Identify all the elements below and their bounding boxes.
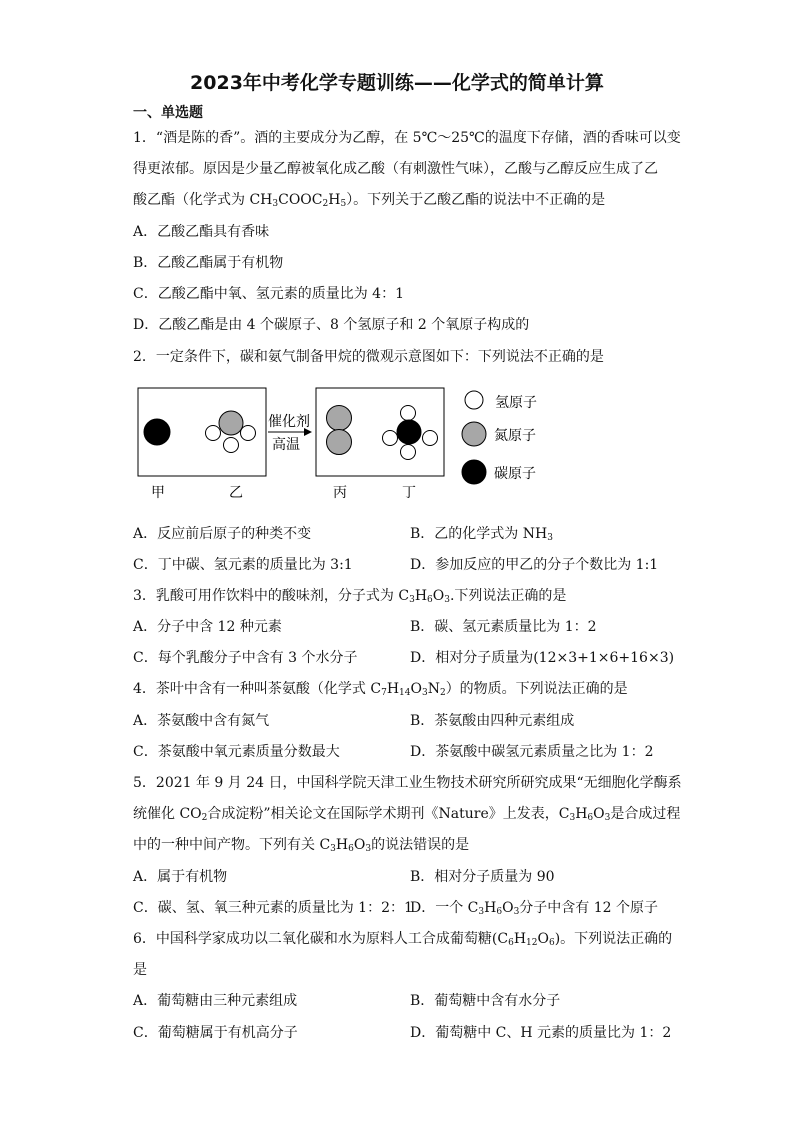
hydrogen-atom <box>206 426 221 441</box>
q1-stem-line2: 得更浓郁。原因是少量乙醇被氧化成乙酸（有刺激性气味），乙酸与乙醇反应生成了乙 <box>133 161 658 177</box>
nitrogen-atom <box>219 411 243 435</box>
q2-option-d: D．参加反应的甲乙的分子个数比为 1:1 <box>410 557 659 573</box>
q4-option-d: D．茶氨酸中碳氢元素质量之比为 1：2 <box>410 744 654 760</box>
legend-carbon-symbol <box>462 460 486 484</box>
hydrogen-atom <box>383 431 398 446</box>
legend-nitrogen-label: 氮原子 <box>494 428 536 444</box>
q1-stem-line1: 1．“酒是陈的香”。酒的主要成分为乙醇，在 5℃～25℃的温度下存储，酒的香味可以变 <box>133 130 681 146</box>
legend-nitrogen-symbol <box>462 422 486 446</box>
label-yi: 乙 <box>229 485 243 501</box>
q6-option-a: A．葡萄糖由三种元素组成 <box>133 993 298 1009</box>
q5-option-a: A．属于有机物 <box>133 869 228 885</box>
q6-stem-line1: 6．中国科学家成功以二氧化碳和水为原料人工合成葡萄糖$(C_6H_{12}O_6)$。下列说法正确的 <box>133 931 673 948</box>
hydrogen-atom <box>423 431 438 446</box>
q1-option-b: B．乙酸乙酯属于有机物 <box>133 255 284 271</box>
q6-option-d: D．葡萄糖中 C、H 元素的质量比为 1：2 <box>410 1025 672 1041</box>
condition-label: 高温 <box>272 437 300 453</box>
reaction-diagram <box>130 380 560 505</box>
q3-option-d: D．相对分子质量为(12×3+1×6+16×3) <box>410 650 675 666</box>
q5-stem-line1: 5．2021 年 9 月 24 日，中国科学院天津工业生物技术研究所研究成果“无细胞化学酶系 <box>133 775 682 791</box>
legend-hydrogen-symbol <box>465 391 483 409</box>
q4-stem: 4．茶叶中含有一种叫茶氨酸（化学式 $C_7H_{14}O_3N_2$）的物质。下列说法正确的是 <box>133 681 628 698</box>
q5-option-d: D．一个 $C_3H_6O_3$分子中含有 12 个原子 <box>410 900 659 917</box>
q2-stem: 2．一定条件下，碳和氨气制备甲烷的微观示意图如下：下列说法不正确的是 <box>133 349 604 365</box>
hydrogen-atom <box>224 438 239 453</box>
q6-option-b: B．葡萄糖中含有水分子 <box>410 993 561 1009</box>
q1-stem-line3: 酸乙酯（化学式为 $CH_3COOC_2H_5$）。下列关于乙酸乙酯的说法中不正确的是 <box>133 192 606 209</box>
q5-option-c: C．碳、氢、氧三种元素的质量比为 1：2：1 <box>133 900 413 916</box>
hydrogen-atom <box>241 426 256 441</box>
q3-stem: 3．乳酸可用作饮料中的酸味剂，分子式为 $C_3H_6O_3$.下列说法正确的是 <box>133 588 567 605</box>
q1-option-c: C．乙酸乙酯中氧、氢元素的质量比为 4：1 <box>133 286 404 302</box>
q1-option-a: A．乙酸乙酯具有香味 <box>133 224 270 240</box>
label-jia: 甲 <box>151 485 165 501</box>
q1-option-d: D．乙酸乙酯是由 4 个碳原子、8 个氢原子和 2 个氧原子构成的 <box>133 317 530 333</box>
q6-option-c: C．葡萄糖属于有机高分子 <box>133 1025 298 1041</box>
q5-option-b: B．相对分子质量为 90 <box>410 869 555 885</box>
page-title: 2023年中考化学专题训练——化学式的简单计算 <box>190 72 604 94</box>
q2-option-c: C．丁中碳、氢元素的质量比为 3:1 <box>133 557 353 573</box>
q4-option-c: C．茶氨酸中氧元素质量分数最大 <box>133 744 340 760</box>
catalyst-label: 催化剂 <box>268 414 310 430</box>
q2-option-b: B．乙的化学式为 $NH_3$ <box>410 526 553 543</box>
q5-stem-line2: 统催化 $CO_2$合成淀粉”相关论文在国际学术期刊《Nature》上发表，$C_3H_6O_3$是合成过程 <box>133 806 681 823</box>
q4-option-b: B．茶氨酸由四种元素组成 <box>410 713 575 729</box>
label-ding: 丁 <box>402 485 416 501</box>
q6-stem-line2: 是 <box>133 962 147 978</box>
legend-carbon-label: 碳原子 <box>494 466 536 482</box>
nitrogen-atom <box>327 406 352 431</box>
q3-option-b: B．碳、氢元素质量比为 1：2 <box>410 619 597 635</box>
q2-option-a: A．反应前后原子的种类不变 <box>133 526 312 542</box>
label-bing: 丙 <box>333 485 347 501</box>
hydrogen-atom <box>401 406 416 421</box>
carbon-atom <box>144 419 170 445</box>
q3-option-a: A．分子中含 12 种元素 <box>133 619 282 635</box>
q4-option-a: A．茶氨酸中含有氮气 <box>133 713 270 729</box>
section-heading: 一、单选题 <box>133 105 203 121</box>
nitrogen-atom <box>327 430 352 455</box>
q5-stem-line3: 中的一种中间产物。下列有关 $C_3H_6O_3$的说法错误的是 <box>133 837 470 854</box>
hydrogen-atom <box>401 445 416 460</box>
legend-hydrogen-label: 氢原子 <box>495 395 537 411</box>
carbon-atom <box>397 420 421 444</box>
q3-option-c: C．每个乳酸分子中含有 3 个水分子 <box>133 650 358 666</box>
